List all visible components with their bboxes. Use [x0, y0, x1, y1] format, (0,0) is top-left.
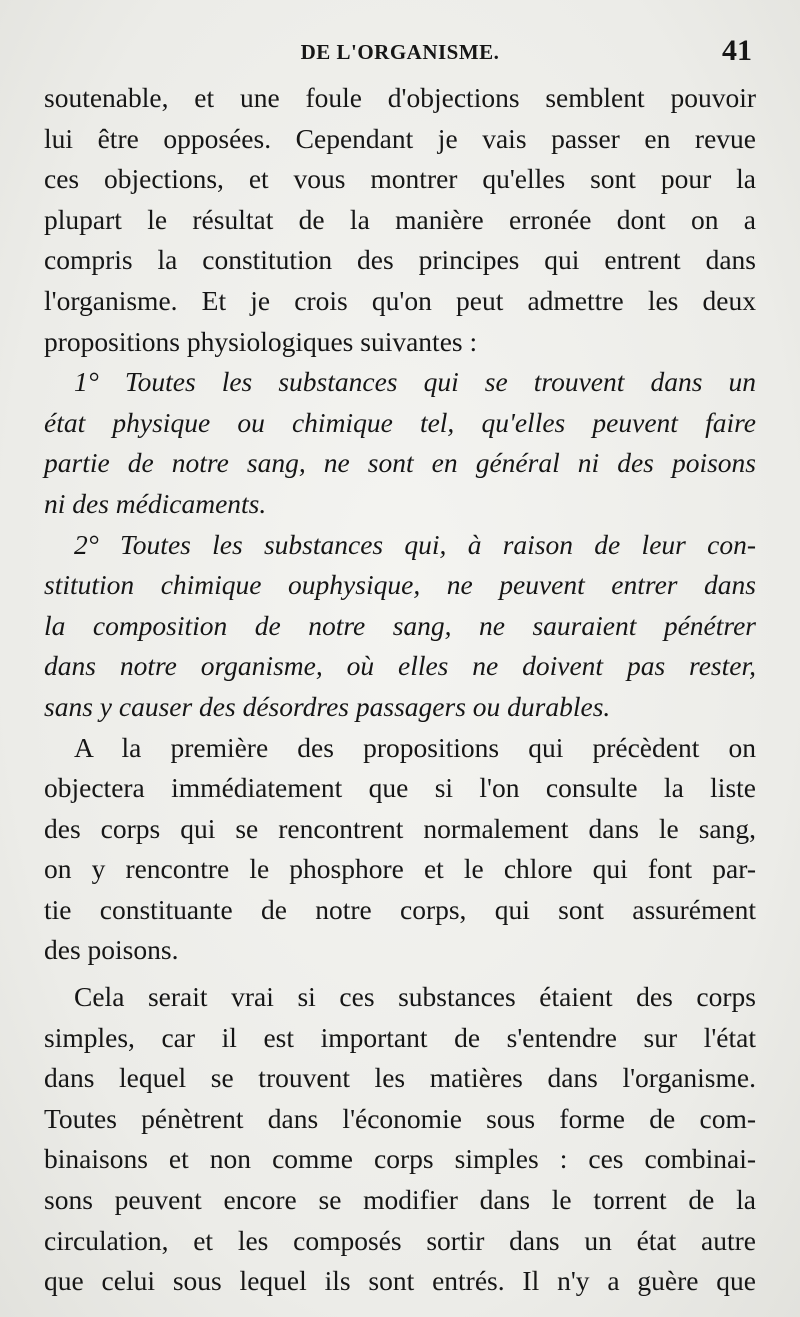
text-line: des corps qui se rencontrent normalement dans le sang, — [44, 812, 756, 844]
proposition-1-line: 1° Toutes les substances qui se trouvent dans un — [74, 366, 756, 398]
body-text — [44, 78, 756, 1302]
proposition-2-line: sans y causer des désordres passagers ou durables. — [44, 690, 611, 722]
proposition-2-line: 2° Toutes les substances qui, à raison de leur con- — [74, 528, 756, 560]
proposition-1-line: ni des médicaments. — [44, 487, 267, 519]
text-line: Toutes pénètrent dans l'économie sous forme de com- — [44, 1102, 756, 1134]
text-line: lui être opposées. Cependant je vais passer en revue — [44, 122, 756, 154]
text-line: que celui sous lequel ils sont entrés. Il n'y a guère que — [44, 1265, 756, 1297]
text-line: Cela serait vrai si ces substances étaient des corps — [74, 981, 756, 1013]
text-line: dans lequel se trouvent les matières dans l'organisme. — [44, 1062, 756, 1094]
text-line: propositions physiologiques suivantes : — [44, 325, 478, 357]
proposition-2-line: dans notre organisme, où elles ne doivent pas rester, — [44, 650, 756, 682]
text-line: circulation, et les composés sortir dans un état autre — [44, 1224, 756, 1256]
proposition-2-line: la composition de notre sang, ne sauraient pénétrer — [44, 609, 756, 641]
text-line: simples, car il est important de s'entendre sur l'état — [44, 1021, 756, 1053]
text-line: binaisons et non comme corps simples : ces combinai- — [44, 1143, 756, 1175]
proposition-1-line: état physique ou chimique tel, qu'elles peuvent faire — [44, 406, 756, 438]
text-line: compris la constitution des principes qui entrent dans — [44, 244, 756, 276]
text-line: soutenable, et une foule d'objections semblent pouvoir — [44, 82, 756, 113]
text-line: plupart le résultat de la manière erronée dont on a — [44, 203, 756, 235]
text-line: tie constituante de notre corps, qui sont assurément — [44, 893, 756, 925]
running-head — [44, 34, 756, 74]
page-number: 41 — [722, 34, 752, 67]
text-line: objectera immédiatement que si l'on consulte la liste — [44, 772, 756, 804]
text-line: l'organisme. Et je crois qu'on peut admettre les deux — [44, 284, 756, 316]
proposition-2-line: stitution chimique ouphysique, ne peuvent entrer dans — [44, 569, 756, 601]
running-title: DE L'ORGANISME. — [300, 40, 500, 64]
text-line: des poisons. — [44, 934, 179, 966]
text-line: A la première des propositions qui précèdent on — [74, 731, 756, 763]
text-line: on y rencontre le phosphore et le chlore qui font par- — [44, 853, 756, 885]
proposition-1-line: partie de notre sang, ne sont en général ni des poisons — [44, 447, 756, 479]
text-line: ces objections, et vous montrer qu'elles sont pour la — [44, 163, 756, 195]
text-line: sons peuvent encore se modifier dans le torrent de la — [44, 1184, 756, 1216]
